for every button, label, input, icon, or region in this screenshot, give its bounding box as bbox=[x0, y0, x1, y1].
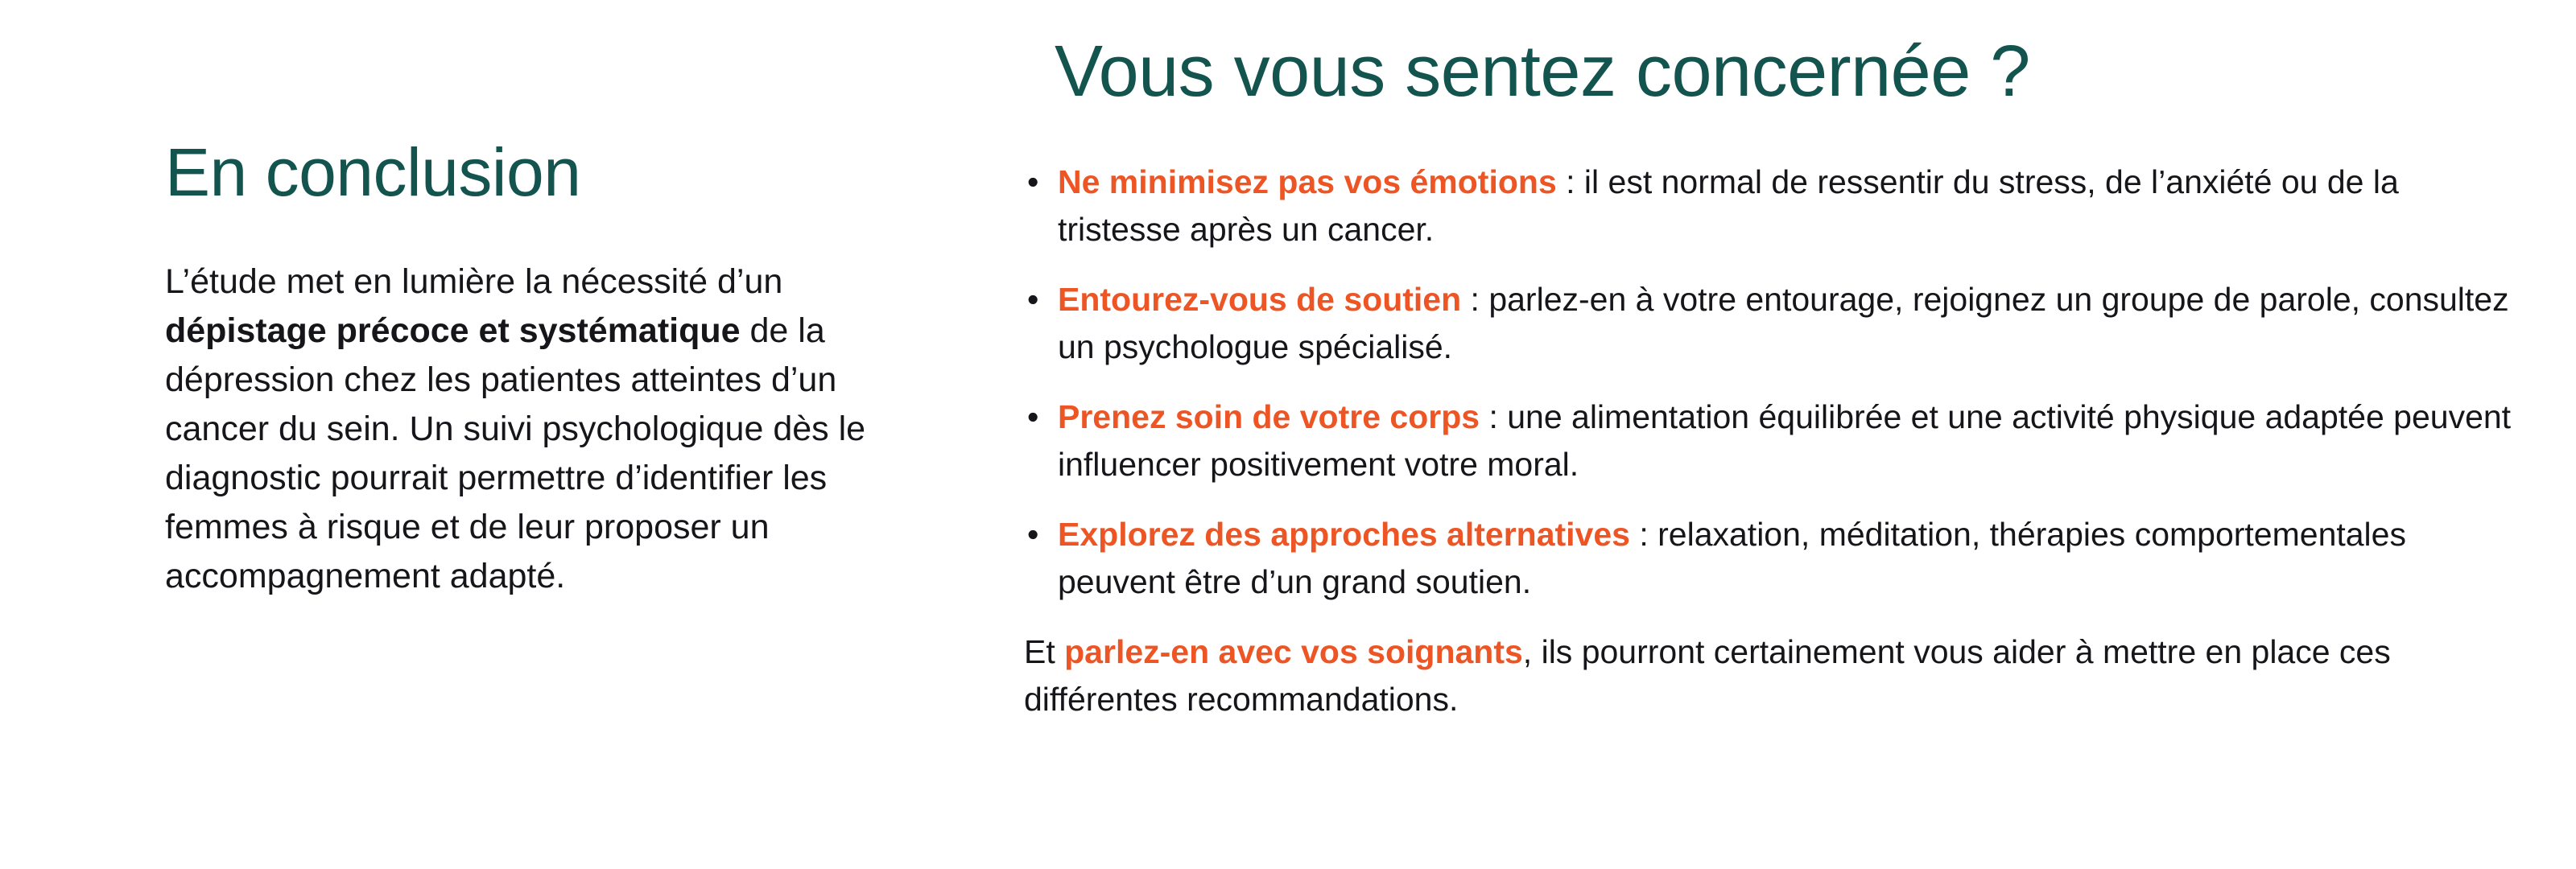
list-item-rest: : parlez-en à votre entourage, rejoignez un groupe de parole, consultez un psychologue spécialisé. bbox=[1058, 281, 2509, 366]
bullet-dot-icon: • bbox=[1027, 398, 1039, 436]
closing-paragraph bbox=[1006, 628, 2528, 723]
conclusion-text-part-2: de la dépression chez les patientes atteintes d’un cancer du sein. Un suivi psychologique dès le diagnostic pourrait permettre d’identifier les femmes à risque et de leur proposer un accompagnement adapté. bbox=[165, 311, 866, 596]
list-item-rest: : une alimentation équilibrée et une activité physique adaptée peuvent influencer positivement votre moral. bbox=[1058, 398, 2512, 484]
list-item-rest: : relaxation, méditation, thérapies comportementales peuvent être d’un grand soutien. bbox=[1058, 516, 2406, 601]
conclusion-title: En conclusion bbox=[165, 134, 581, 210]
bullet-dot-icon: • bbox=[1027, 281, 1039, 319]
list-item-lead: Explorez des approches alternatives bbox=[1058, 516, 1630, 554]
recommendations-title: Vous vous sentez concernée ? bbox=[1055, 31, 2030, 112]
closing-text-part-1: Et bbox=[1024, 633, 1065, 671]
recommendations-list bbox=[1006, 159, 2528, 606]
conclusion-text-part-1: L’étude met en lumière la nécessité d’un bbox=[165, 262, 783, 302]
recommendations-column bbox=[1006, 0, 2576, 723]
list-item-lead: Ne minimisez pas vos émotions bbox=[1058, 163, 1557, 200]
list-item-lead: Entourez-vous de soutien bbox=[1058, 281, 1462, 319]
list-item bbox=[1021, 159, 2528, 253]
bullet-dot-icon: • bbox=[1027, 516, 1039, 554]
conclusion-text-emphasis: dépistage précoce et systématique bbox=[165, 311, 741, 351]
bullet-dot-icon: • bbox=[1027, 163, 1039, 200]
list-item bbox=[1021, 393, 2528, 488]
list-item-lead: Prenez soin de votre corps bbox=[1058, 398, 1480, 436]
conclusion-column bbox=[0, 0, 1006, 602]
closing-text-part-2: , ils pourront certainement vous aider à mettre en place ces différentes recommandations. bbox=[1024, 633, 2391, 719]
list-item bbox=[1021, 511, 2528, 606]
conclusion-paragraph bbox=[165, 257, 873, 601]
list-item-rest: : il est normal de ressentir du stress, de l’anxiété ou de la tristesse après un cancer. bbox=[1058, 163, 2399, 249]
closing-text-emphasis: parlez-en avec vos soignants bbox=[1064, 633, 1523, 671]
list-item bbox=[1021, 276, 2528, 371]
